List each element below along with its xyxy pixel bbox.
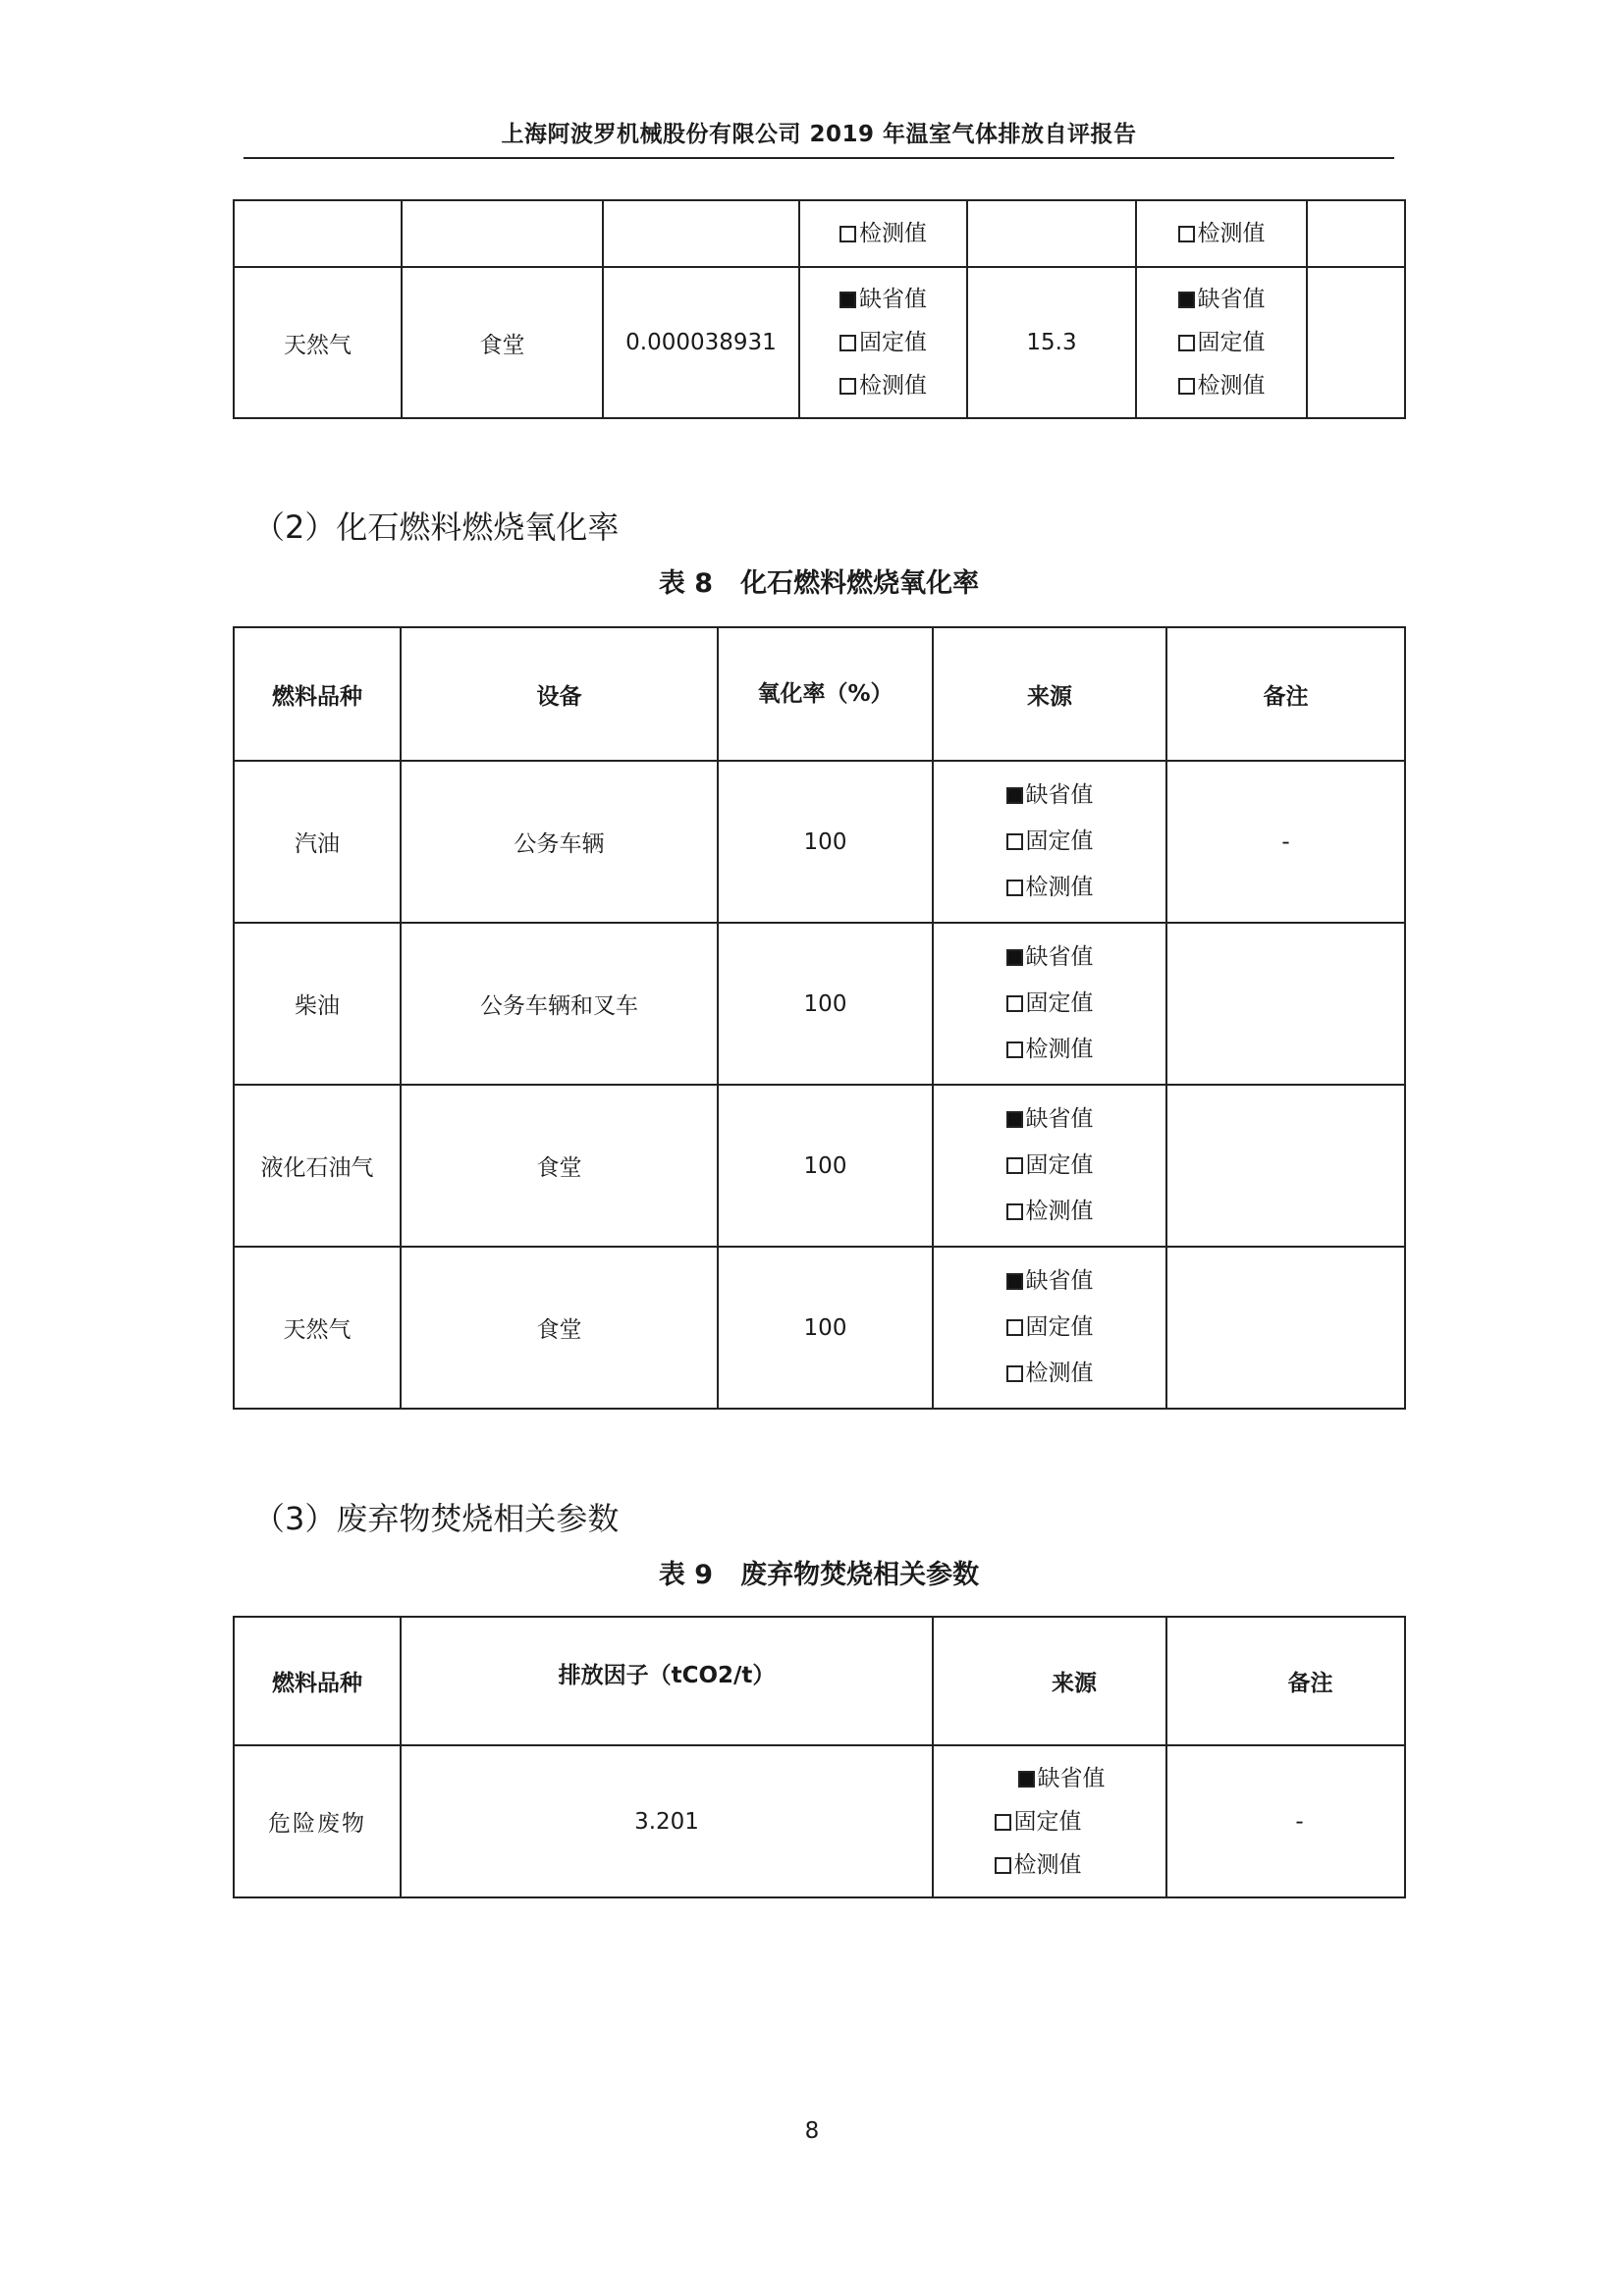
table-9-caption: 表 9 废弃物焚烧相关参数 — [658, 1560, 980, 1590]
table-row — [234, 1247, 1405, 1409]
factor-cell: 3.201 — [401, 1745, 933, 1897]
unchecked-box-icon — [1006, 995, 1023, 1012]
option-measured: 检测值 — [1178, 212, 1266, 255]
fuel-cell: 天然气 — [234, 1247, 401, 1409]
option-default: 缺省值 — [1178, 278, 1266, 321]
header-note: 备注 — [1166, 1617, 1405, 1745]
source-cell — [933, 923, 1166, 1085]
section-heading-oxidation: （2）化石燃料燃烧氧化率 — [253, 508, 620, 546]
option-measured: 检测值 — [1178, 364, 1266, 407]
page-number: 8 — [804, 2118, 820, 2144]
note-cell — [1166, 1247, 1405, 1409]
unchecked-box-icon — [1006, 833, 1023, 850]
fuel-cell: 液化石油气 — [234, 1085, 401, 1247]
checked-box-icon — [1006, 1273, 1023, 1290]
note-cell — [1166, 1085, 1405, 1247]
option-measured: 检测值 — [1006, 1027, 1094, 1073]
option-fixed: 固定值 — [1006, 1143, 1094, 1189]
option-measured: 检测值 — [839, 364, 927, 407]
note-cell — [1307, 200, 1405, 267]
unchecked-box-icon — [839, 378, 856, 395]
note-cell: - — [1166, 1745, 1405, 1897]
option-measured: 检测值 — [1006, 865, 1094, 911]
table-7-continued — [233, 199, 1406, 419]
value-cell: 0.000038931 — [603, 267, 799, 418]
source-cell — [799, 200, 967, 267]
unchecked-box-icon — [1006, 1157, 1023, 1174]
header-fuel: 燃料品种 — [234, 627, 401, 761]
option-default: 缺省值 — [995, 1757, 1106, 1800]
option-fixed: 固定值 — [1006, 1305, 1094, 1351]
rate-cell: 100 — [718, 1247, 933, 1409]
unchecked-box-icon — [839, 335, 856, 351]
unchecked-box-icon — [1006, 1365, 1023, 1382]
checked-box-icon — [1006, 1111, 1023, 1128]
unchecked-box-icon — [1006, 880, 1023, 896]
checked-box-icon — [1006, 787, 1023, 804]
checked-box-icon — [1178, 292, 1195, 308]
header-note: 备注 — [1166, 627, 1405, 761]
option-fixed: 固定值 — [1006, 981, 1094, 1027]
table-row — [234, 267, 1405, 418]
fuel-cell: 危险废物 — [234, 1745, 401, 1897]
option-measured: 检测值 — [1006, 1189, 1094, 1235]
option-default: 缺省值 — [839, 278, 927, 321]
source-cell — [933, 1745, 1166, 1897]
device-cell: 食堂 — [401, 1247, 718, 1409]
device-cell: 公务车辆和叉车 — [401, 923, 718, 1085]
header-factor: 排放因子（tCO2/t） — [401, 1617, 933, 1745]
header-device: 设备 — [401, 627, 718, 761]
unchecked-box-icon — [1006, 1041, 1023, 1058]
note-cell — [1307, 267, 1405, 418]
rate-cell: 100 — [718, 923, 933, 1085]
source-cell — [933, 1247, 1166, 1409]
fuel-cell — [234, 200, 402, 267]
unchecked-box-icon — [839, 226, 856, 242]
table-row — [234, 1745, 1405, 1897]
source-cell — [799, 267, 967, 418]
rate-cell: 100 — [718, 761, 933, 923]
unchecked-box-icon — [1178, 378, 1195, 395]
table-row — [234, 923, 1405, 1085]
value-cell — [603, 200, 799, 267]
checked-box-icon — [1006, 949, 1023, 966]
header-title: 上海阿波罗机械股份有限公司 2019 年温室气体排放自评报告 — [501, 122, 1137, 147]
table-header-row — [234, 1617, 1405, 1745]
header-fuel: 燃料品种 — [234, 1617, 401, 1745]
device-cell — [402, 200, 603, 267]
unchecked-box-icon — [1006, 1319, 1023, 1336]
fuel-cell: 天然气 — [234, 267, 402, 418]
fuel-cell: 柴油 — [234, 923, 401, 1085]
table-row — [234, 1085, 1405, 1247]
unchecked-box-icon — [995, 1814, 1011, 1831]
table-header-row — [234, 627, 1405, 761]
table-8-caption: 表 8 化石燃料燃烧氧化率 — [658, 568, 980, 599]
device-cell: 公务车辆 — [401, 761, 718, 923]
table-row — [234, 761, 1405, 923]
device-cell: 食堂 — [402, 267, 603, 418]
unchecked-box-icon — [1006, 1203, 1023, 1220]
unchecked-box-icon — [1178, 335, 1195, 351]
factor-cell — [967, 200, 1136, 267]
table-row — [234, 200, 1405, 267]
unchecked-box-icon — [1178, 226, 1195, 242]
note-cell: - — [1166, 761, 1405, 923]
rate-cell: 100 — [718, 1085, 933, 1247]
option-measured: 检测值 — [1006, 1351, 1094, 1397]
table-8 — [233, 626, 1406, 1410]
device-cell: 食堂 — [401, 1085, 718, 1247]
option-default: 缺省值 — [1006, 934, 1094, 981]
option-default: 缺省值 — [1006, 773, 1094, 819]
checked-box-icon — [839, 292, 856, 308]
source-cell — [933, 761, 1166, 923]
header-source: 来源 — [933, 1617, 1166, 1745]
option-measured: 检测值 — [995, 1843, 1106, 1887]
option-fixed: 固定值 — [1006, 819, 1094, 865]
page-header — [244, 110, 1394, 159]
unchecked-box-icon — [995, 1857, 1011, 1874]
source-cell — [933, 1085, 1166, 1247]
section-heading-incineration: （3）废弃物焚烧相关参数 — [253, 1500, 620, 1537]
option-fixed: 固定值 — [839, 321, 927, 364]
table-9 — [233, 1616, 1406, 1898]
factor-cell: 15.3 — [967, 267, 1136, 418]
source-cell — [1136, 200, 1307, 267]
source-cell — [1136, 267, 1307, 418]
header-source: 来源 — [933, 627, 1166, 761]
checked-box-icon — [1018, 1771, 1035, 1788]
option-default: 缺省值 — [1006, 1258, 1094, 1305]
option-fixed: 固定值 — [995, 1800, 1106, 1843]
option-measured: 检测值 — [839, 212, 927, 255]
option-default: 缺省值 — [1006, 1096, 1094, 1143]
option-fixed: 固定值 — [1178, 321, 1266, 364]
fuel-cell: 汽油 — [234, 761, 401, 923]
header-rate: 氧化率（%） — [718, 627, 933, 761]
note-cell — [1166, 923, 1405, 1085]
